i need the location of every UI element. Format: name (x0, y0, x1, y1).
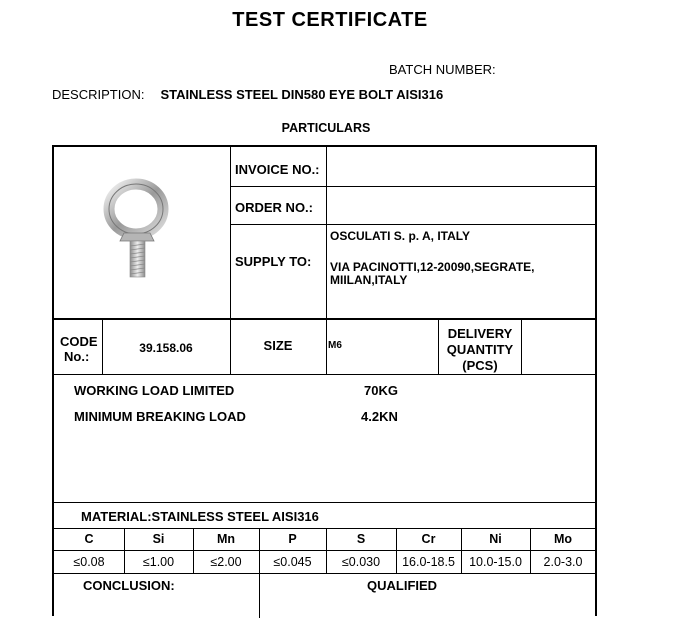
description-value: STAINLESS STEEL DIN580 EYE BOLT AISI316 (160, 87, 444, 102)
supply-to-line2: VIA PACINOTTI,12-20090,SEGRATE, (330, 260, 535, 274)
material-col-mo: Mo (553, 532, 573, 546)
material-col-mn: Mn (216, 532, 236, 546)
particulars-heading: PARTICULARS (281, 121, 371, 135)
order-label: ORDER NO.: (235, 200, 313, 215)
certificate-table (52, 145, 597, 616)
material-val-s: ≤0.030 (341, 555, 381, 569)
breaking-load-value: 4.2KN (361, 409, 398, 424)
code-label-line1: CODE (60, 334, 98, 349)
material-val-si: ≤1.00 (142, 555, 175, 569)
working-load-value: 70KG (364, 383, 398, 398)
eye-bolt-icon (94, 175, 194, 285)
material-val-p: ≤0.045 (273, 555, 312, 569)
delivery-label-line1: DELIVERY (447, 326, 513, 341)
material-col-si: Si (152, 532, 165, 546)
delivery-label-line3: (PCS) (462, 358, 498, 373)
code-label-line2: No.: (64, 349, 90, 364)
material-col-cr: Cr (421, 532, 436, 546)
size-value: M6 (328, 340, 342, 351)
size-label: SIZE (263, 338, 293, 353)
supply-to-label: SUPPLY TO: (235, 254, 312, 269)
delivery-label-line2: QUANTITY (446, 342, 514, 357)
material-val-c: ≤0.08 (73, 555, 105, 569)
material-col-s: S (356, 532, 366, 546)
material-col-c: C (84, 532, 94, 546)
certificate-title: TEST CERTIFICATE (232, 9, 428, 31)
material-col-ni: Ni (489, 532, 502, 546)
supply-to-line3: MIILAN,ITALY (330, 273, 408, 287)
supply-to-line1: OSCULATI S. p. A, ITALY (330, 229, 471, 243)
eye-bolt-image (94, 175, 194, 285)
material-val-mo: 2.0-3.0 (543, 555, 583, 569)
material-val-ni: 10.0-15.0 (469, 555, 522, 569)
material-val-cr: 16.0-18.5 (402, 555, 455, 569)
code-value: 39.158.06 (139, 341, 193, 355)
conclusion-value: QUALIFIED (367, 578, 438, 593)
breaking-load-label: MINIMUM BREAKING LOAD (74, 409, 246, 424)
material-col-p: P (288, 532, 297, 546)
invoice-label: INVOICE NO.: (235, 162, 320, 177)
material-val-mn: ≤2.00 (210, 555, 242, 569)
conclusion-label: CONCLUSION: (83, 578, 175, 593)
working-load-label: WORKING LOAD LIMITED (74, 383, 235, 398)
description-line (52, 87, 443, 102)
description-label: DESCRIPTION: (52, 87, 145, 102)
batch-number-label: BATCH NUMBER: (389, 62, 496, 77)
material-label: MATERIAL:STAINLESS STEEL AISI316 (81, 509, 319, 524)
